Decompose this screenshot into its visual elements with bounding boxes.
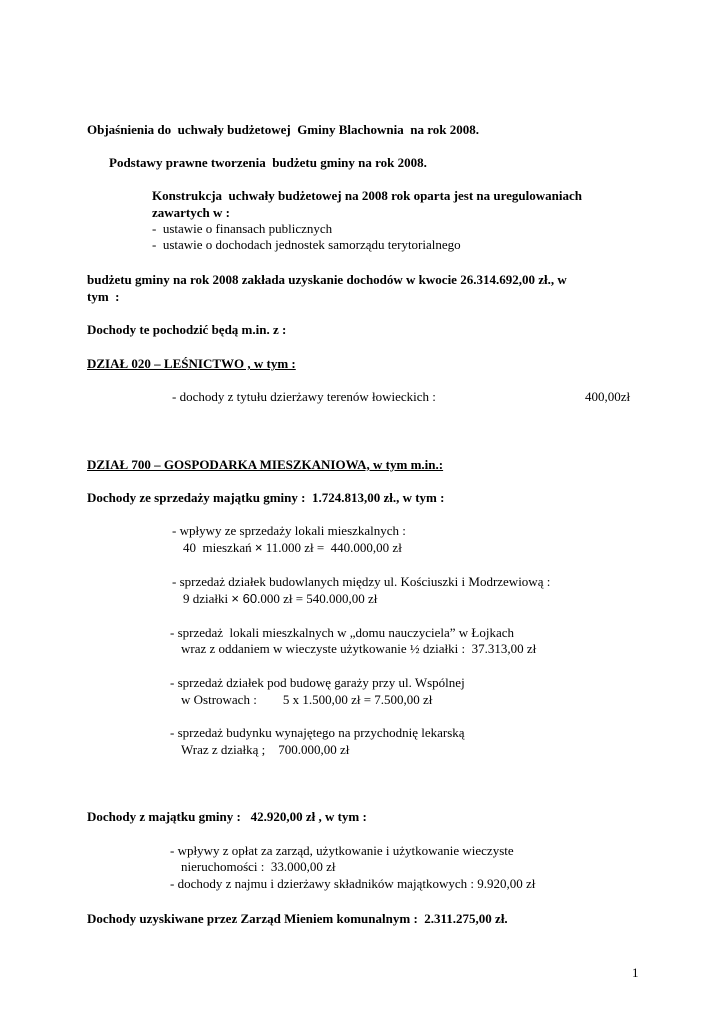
assets-item-1-line-2: nieruchomości : 33.000,00 zł <box>181 859 336 874</box>
sales-item-2-amount: .000 zł = 540.000,00 zł <box>257 591 378 606</box>
sales-heading: Dochody ze sprzedaży majątku gminy : 1.724.813,00 zł., w tym : <box>87 490 445 505</box>
multiply-sign: × <box>254 540 263 555</box>
assets-item-1-line-1: - wpływy z opłat za zarząd, użytkowanie i użytkowanie wieczyste <box>170 843 514 858</box>
sales-item-1-count: 40 mieszkań <box>183 540 255 555</box>
sales-item-1-line-2 <box>183 540 402 556</box>
sales-item-4-line-1: - sprzedaż działek pod budowę garaży przy ul. Wspólnej <box>170 675 465 690</box>
construction-list-item: - ustawie o finansach publicznych <box>152 221 333 236</box>
construction-line-2: zawartych w : <box>152 205 230 220</box>
assets-heading: Dochody z majątku gminy : 42.920,00 zł , w tym : <box>87 809 367 824</box>
sales-item-2-line-1: - sprzedaż działek budowlanych między ul. Kościuszki i Modrzewiową : <box>172 574 551 589</box>
intro-line-2: tym : <box>87 289 120 304</box>
sales-item-5-line-1: - sprzedaż budynku wynajętego na przychodnię lekarską <box>170 725 465 740</box>
sales-item-2-line-2 <box>183 591 377 607</box>
dzial-020-heading: DZIAŁ 020 – LEŚNICTWO , w tym : <box>87 356 296 371</box>
sales-item-1-amount: 11.000 zł = 440.000,00 zł <box>262 540 402 555</box>
multiply-sign: × 60 <box>231 591 258 606</box>
income-source-heading: Dochody te pochodzić będą m.in. z : <box>87 322 287 337</box>
construction-list-item: - ustawie o dochodach jednostek samorządu terytorialnego <box>152 237 461 252</box>
sales-item-3-line-1: - sprzedaż lokali mieszkalnych w „domu nauczyciela” w Łojkach <box>170 625 514 640</box>
dzial-020-item-value: 400,00zł <box>585 389 631 404</box>
intro-line-1: budżetu gminy na rok 2008 zakłada uzyskanie dochodów w kwocie 26.314.692,00 zł., w <box>87 272 567 287</box>
document-title: Objaśnienia do uchwały budżetowej Gminy Blachownia na rok 2008. <box>87 122 479 137</box>
sales-item-3-line-2: wraz z oddaniem w wieczyste użytkowanie ½ działki : 37.313,00 zł <box>181 641 537 656</box>
zarzad-heading: Dochody uzyskiwane przez Zarząd Mieniem komunalnym : 2.311.275,00 zł. <box>87 911 508 926</box>
sales-item-4-line-2: w Ostrowach : 5 x 1.500,00 zł = 7.500,00 zł <box>181 692 433 707</box>
page-number: 1 <box>632 965 639 980</box>
assets-item-2-line-1: - dochody z najmu i dzierżawy składników majątkowych : 9.920,00 zł <box>170 876 536 891</box>
sales-item-5-line-2: Wraz z działką ; 700.000,00 zł <box>181 742 350 757</box>
sales-item-1-line-1: - wpływy ze sprzedaży lokali mieszkalnych : <box>172 523 406 538</box>
sales-item-2-count: 9 działki <box>183 591 232 606</box>
dzial-700-heading: DZIAŁ 700 – GOSPODARKA MIESZKANIOWA, w tym m.in.: <box>87 457 444 472</box>
document-subtitle: Podstawy prawne tworzenia budżetu gminy na rok 2008. <box>109 155 427 170</box>
construction-line-1: Konstrukcja uchwały budżetowej na 2008 rok oparta jest na uregulowaniach <box>152 188 582 203</box>
dzial-020-item-label: - dochody z tytułu dzierżawy terenów łowieckich : <box>172 389 436 404</box>
